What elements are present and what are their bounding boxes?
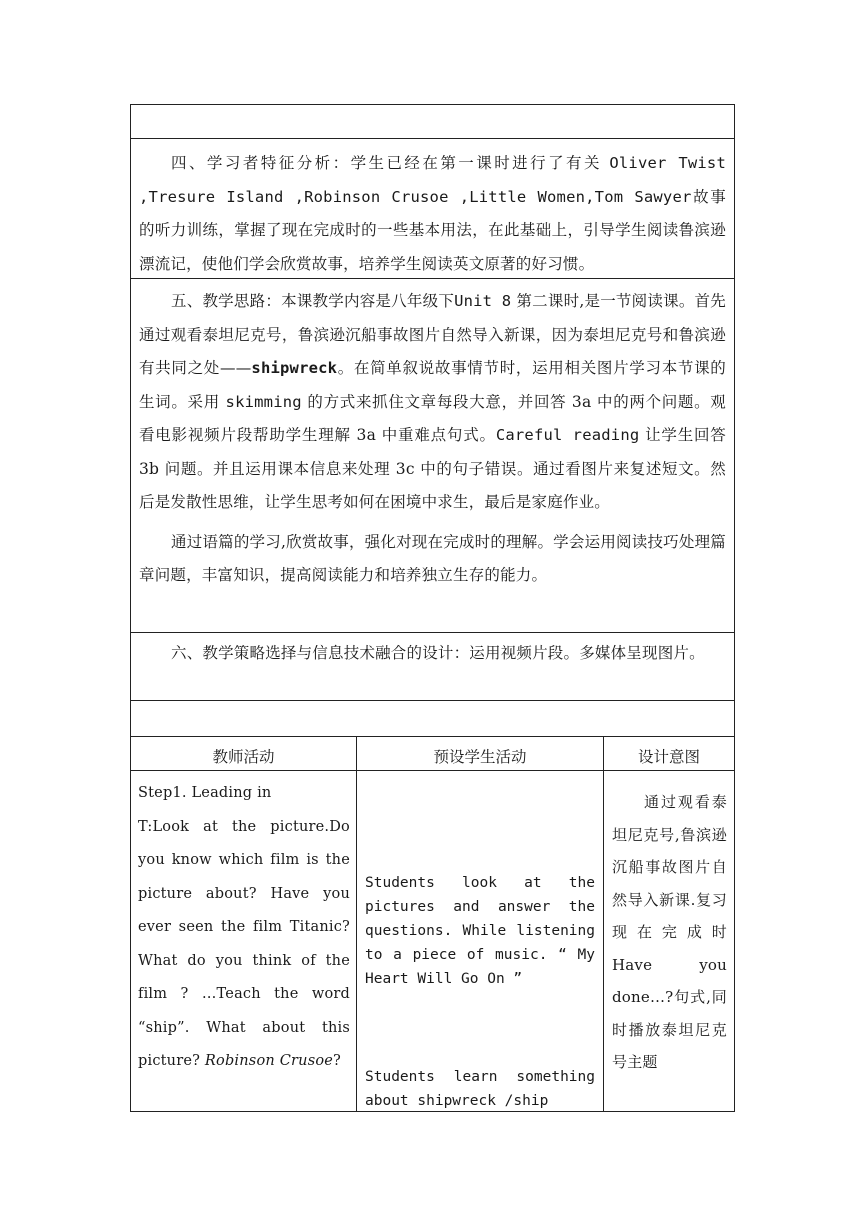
book-titles: Oliver Twist ,Tresure Island ,Robinson Crusoe ,Little Women,Tom Sawyer <box>139 154 726 206</box>
teaching-idea-label: 五、教学思路： <box>171 292 282 310</box>
student-activity-1: Students look at the pictures and answer the questions. While listening to a piece of music. “ My Heart Will Go On ” <box>365 875 595 987</box>
teaching-idea-paragraph-2: 通过语篇的学习,欣赏故事，强化对现在完成时的理解。学会运用阅读技巧处理篇章问题，丰富知识，提高阅读能力和培养独立生存的能力。 <box>139 532 726 584</box>
header-teacher-activity: 教师活动 <box>130 736 357 771</box>
strategy-text: 六、教学策略选择与信息技术融合的设计：运用视频片段。多媒体呈现图片。 <box>171 644 705 662</box>
learner-analysis-text: 四、学习者特征分析：学生已经在第一课时进行了有关 Oliver Twist ,Tresure Island ,Robinson Crusoe ,Little Women,Tom Sawyer故事的听力训练，掌握了现在完成时的一些基本用法，在此基础上，引导学生阅读鲁滨逊漂流记，使他们学会欣赏故事，培养学生阅读英文原著的好习惯。 <box>139 154 727 273</box>
design-intent-text: 通过观看泰坦尼克号,鲁滨逊沉船事故图片自然导入新课.复习现在完成时 Have you done…?句式,同时播放泰坦尼克号主题 <box>612 793 727 1071</box>
teacher-activity-cell <box>130 770 357 1112</box>
header-student-activity: 预设学生活动 <box>356 736 604 771</box>
learner-analysis-label: 四、学习者特征分析： <box>171 154 351 172</box>
step-title: Step1. Leading in <box>138 785 272 801</box>
teaching-idea-text: 五、教学思路：本课教学内容是八年级下Unit 8 第二课时,是一节阅读课。首先通过观看泰坦尼克号，鲁滨逊沉船事故图片自然导入新课，因为泰坦尼克号和鲁滨逊有共同之处——shipwreck。在简单叙说故事情节时，运用相关图片学习本节课的生词。采用 skimming 的方式来抓住文章每段大意，并回答 3a 中的两个问题。观看电影视频片段帮助学生理解 3a 中重难点句式。Careful reading 让学生回答 3b 问题。并且运用课本信息来处理 3c 中的句子错误。通过看图片来复述短文。然后是发散性思维，让学生思考如何在困境中求生，最后是家庭作业。 <box>139 292 726 511</box>
design-intent-cell <box>603 770 735 1112</box>
section-strategy <box>130 632 735 701</box>
section-learner-analysis <box>130 138 735 279</box>
section-teaching-idea <box>130 278 735 633</box>
empty-row-middle <box>130 700 735 737</box>
teacher-activity-text: Step1. Leading in T:Look at the picture.Do you know which film is the picture about? Have you ever seen the film Titanic? What do you think of the film ? …Teach the word “ship”. What about this picture? Robinson Crusoe? <box>138 785 350 1069</box>
empty-row-top <box>130 104 735 139</box>
student-activity-cell <box>356 770 604 1112</box>
header-design-intent: 设计意图 <box>603 736 735 771</box>
keyword-shipwreck: shipwreck <box>251 359 338 377</box>
student-activity-2: Students learn something about shipwreck /ship <box>365 1069 595 1109</box>
